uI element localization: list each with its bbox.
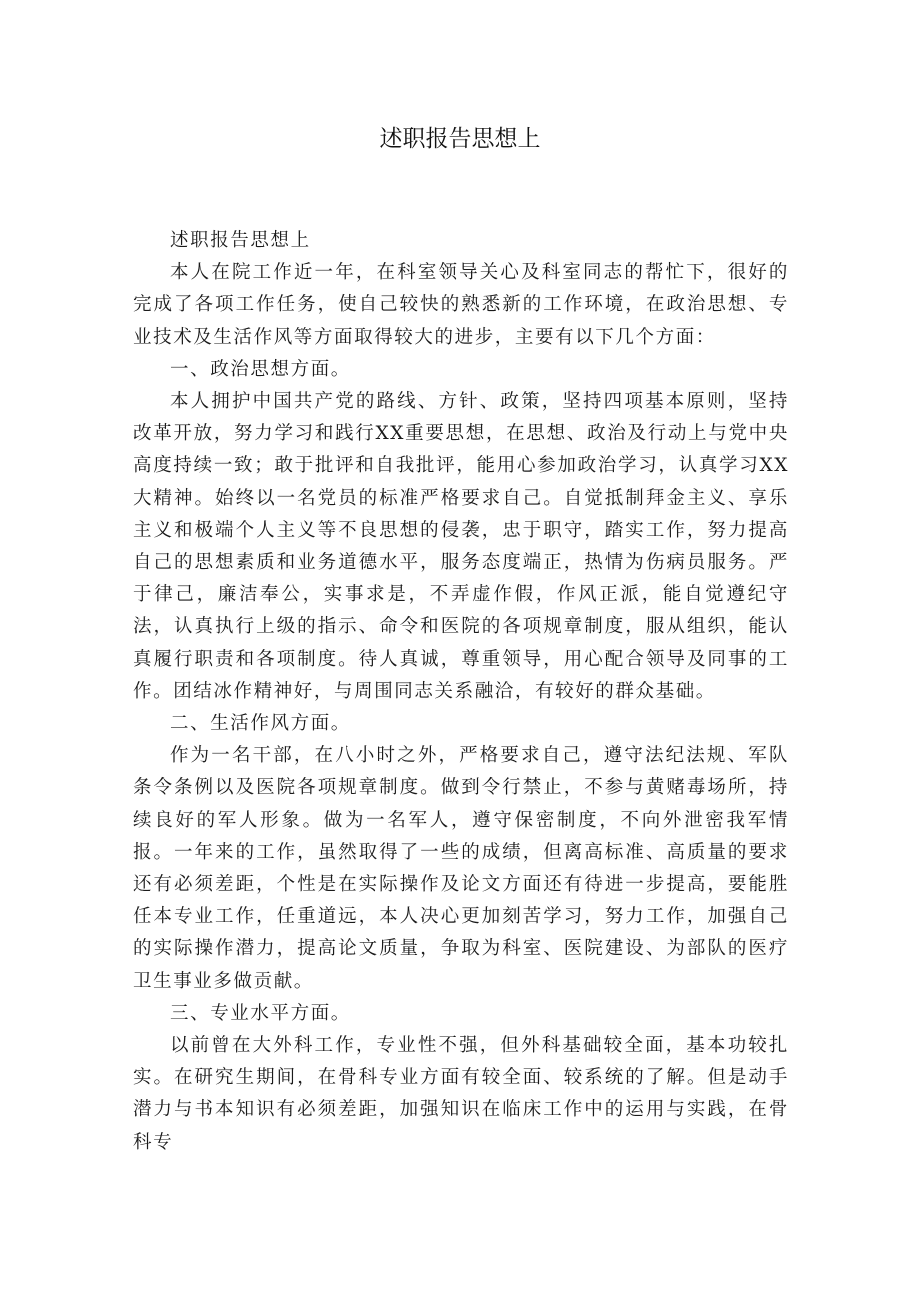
section-heading-lifestyle: 二、生活作风方面。: [170, 713, 351, 735]
document-body: [133, 225, 789, 1159]
paragraph-lifestyle: 作为一名干部，在八小时之外，严格要求自己，遵守法纪法规、军队条令条例以及医院各项规章制度。做到令行禁止，不参与黄赌毒场所，持续良好的军人形象。做为一名军人，遵守保密制度，不向外泄密我军情报。一年来的工作，虽然取得了一些的成绩，但离高标准、高质量的要求还有必须差距，个性是在实际操作及论文方面还有待进一步提高，要能胜任本专业工作，任重道远，本人决心更加刻苦学习，努力工作，加强自己的实际操作潜力，提高论文质量，争取为科室、医院建设、为部队的医疗卫生事业多做贡献。: [133, 745, 789, 992]
paragraph-intro: 本人在院工作近一年，在科室领导关心及科室同志的帮忙下，很好的完成了各项工作任务，使自己较快的熟悉新的工作环境，在政治思想、专业技术及生活作风等方面取得较大的进步，主要有以下几个方面：: [133, 262, 789, 348]
paragraph-heading: 述职报告思想上: [170, 230, 311, 251]
section-heading-political: 一、政治思想方面。: [170, 358, 351, 380]
paragraph-political: 本人拥护中国共产党的路线、方针、政策，坚持四项基本原则，坚持改革开放，努力学习和践行XX重要思想，在思想、政治及行动上与党中央高度持续一致；敢于批评和自我批评，能用心参加政治学习，认真学习XX大精神。始终以一名党员的标准严格要求自己。自觉抵制拜金主义、享乐主义和极端个人主义等不良思想的侵袭，忠于职守，踏实工作，努力提高自己的思想素质和业务道德水平，服务态度端正，热情为伤病员服务。严于律己，廉洁奉公，实事求是，不弄虚作假，作风正派，能自觉遵纪守法，认真执行上级的指示、命令和医院的各项规章制度，服从组织，能认真履行职责和各项制度。待人真诚，尊重领导，用心配合领导及同事的工作。团结冰作精神好，与周围同志关系融洽，有较好的群众基础。: [133, 391, 789, 702]
paragraph-professional: 以前曾在大外科工作，专业性不强，但外科基础较全面，基本功较扎实。在研究生期间，在骨科专业方面有较全面、较系统的了解。但是动手潜力与书本知识有必须差距，加强知识在临床工作中的运用与实践，在骨科专: [133, 1035, 789, 1153]
section-heading-professional: 三、专业水平方面。: [170, 1002, 351, 1024]
document-title: 述职报告思想上: [379, 126, 541, 152]
